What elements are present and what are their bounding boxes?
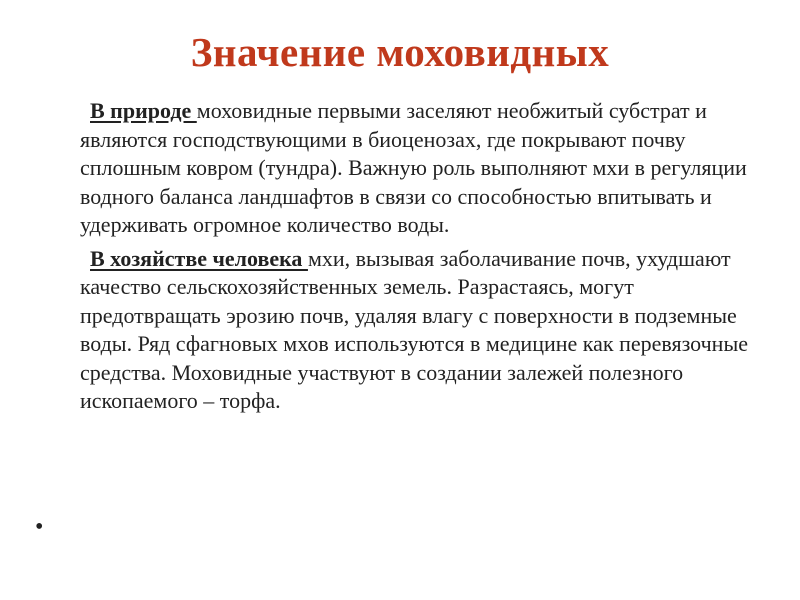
paragraph-economy xyxy=(80,245,760,416)
paragraph-economy-text: мхи, вызывая заболачивание почв, ухудшают качество сельскохозяйственных земель. Разрастаясь, могут предотвращать эрозию почв, удаляя влагу с поверхности в подземные воды. Ряд сфагновых мхов используются в медицине как перевязочные средства. Моховидные участвуют в создании залежей полезного ископаемого – торфа. xyxy=(80,245,748,413)
slide-title: Значение моховидных xyxy=(190,29,610,75)
paragraph-nature-lead: В природе xyxy=(90,98,197,123)
paragraph-nature-text: моховидные первыми заселяют необжитый субстрат и являются господствующими в биоценозах, где покрывают почву сплошным ковром (тундра). Важную роль выполняют мхи в регуляции водного баланса ландшафтов в связи со способностью впитывать и удерживать огромное количество воды. xyxy=(80,98,747,237)
paragraph-nature xyxy=(80,97,760,240)
empty-bullet: • xyxy=(35,514,44,540)
paragraph-economy-lead: В хозяйстве человека xyxy=(90,245,308,271)
slide-body xyxy=(80,97,760,421)
